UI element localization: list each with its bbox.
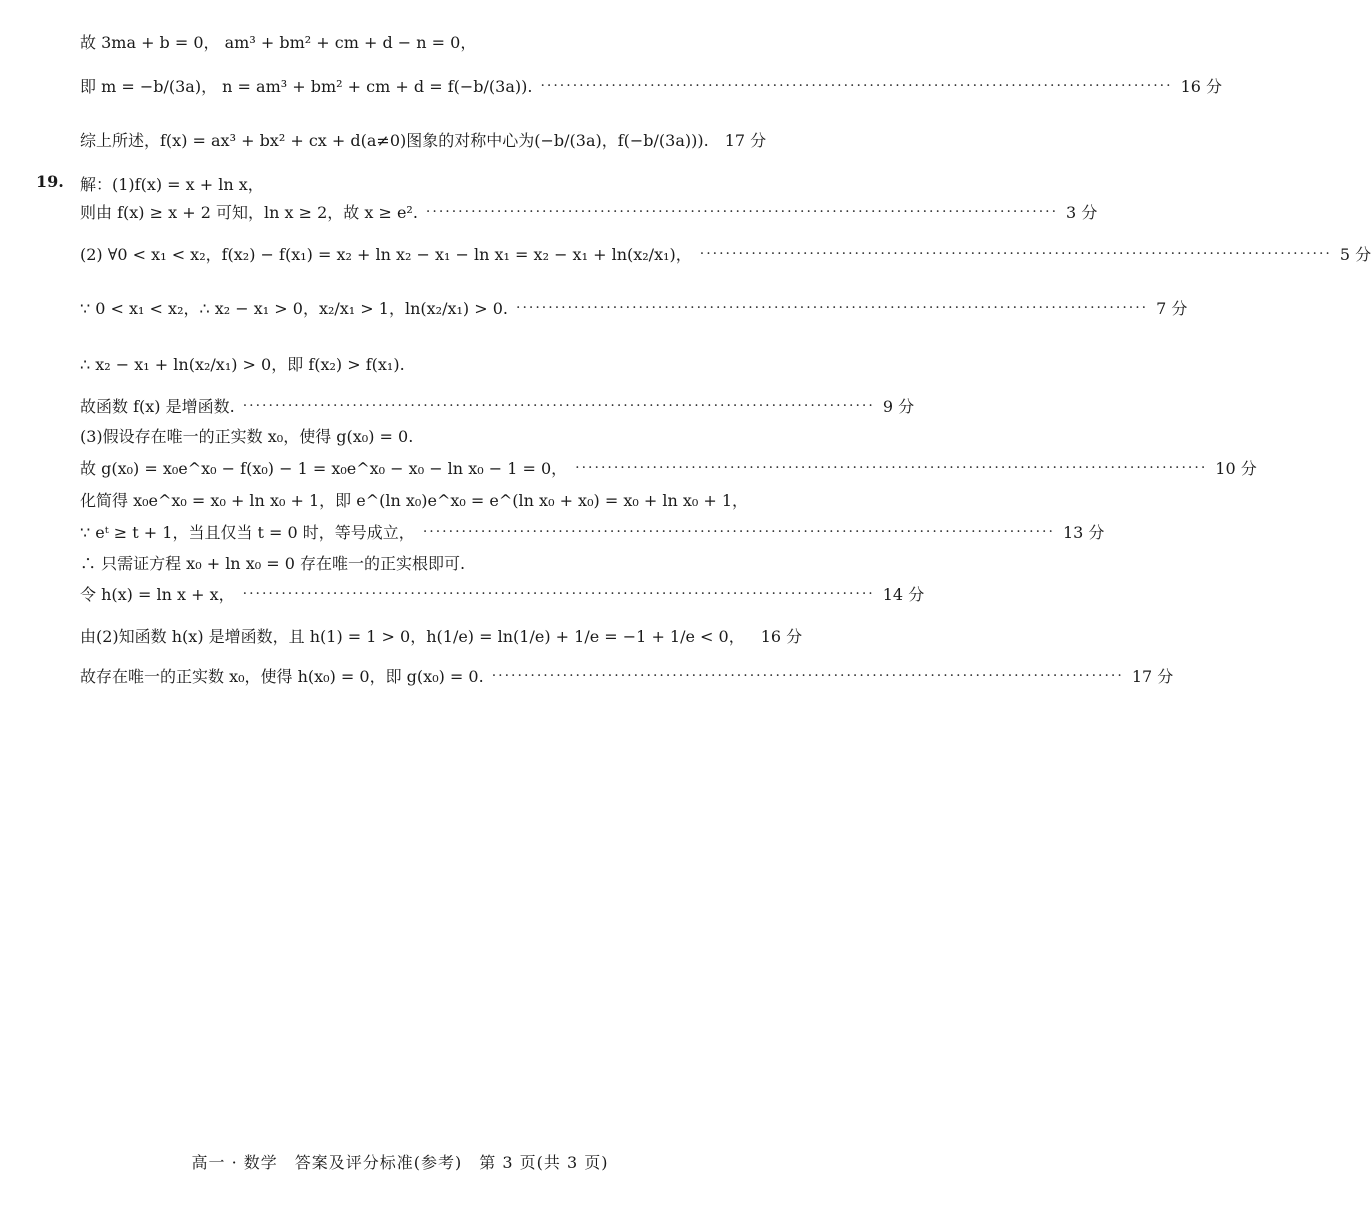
score-label: 3 分 [1066, 203, 1098, 222]
answer-line [80, 30, 764, 53]
line-text: 故 3ma + b = 0， am³ + bm² + cm + d − n = 0， [80, 33, 477, 52]
answer-line [80, 200, 1098, 223]
dot-leader: ·································································································· [242, 585, 875, 602]
score-label: 16 分 [760, 627, 803, 646]
line-text: (2) ∀0 < x₁ < x₂，f(x₂) − f(x₁) = x₂ + ln x₂ − x₁ − ln x₁ = x₂ − x₁ + ln(x₂/x₁)， [80, 245, 692, 264]
score-label: 9 分 [882, 397, 915, 416]
dot-leader: ·································································································· [699, 245, 1332, 262]
line-text: 由(2)知函数 h(x) 是增函数，且 h(1) = 1 > 0，h(1/e) = ln(1/e) + 1/e = −1 + 1/e < 0， [80, 627, 745, 646]
line-text: 则由 f(x) ≥ x + 2 可知，ln x ≥ 2，故 x ≥ e². [80, 203, 418, 222]
answer-line [80, 424, 764, 447]
line-text: ∵ eᵗ ≥ t + 1，当且仅当 t = 0 时，等号成立， [80, 523, 415, 542]
page-footer: 高一 · 数学 答案及评分标准(参考) 第 3 页(共 3 页) [191, 1153, 609, 1172]
answer-line [80, 128, 767, 151]
score-label: 16 分 [1180, 77, 1223, 96]
answer-line [80, 394, 915, 417]
answer-line [80, 172, 764, 195]
line-text: 令 h(x) = ln x + x， [80, 585, 235, 604]
line-text: 解：(1)f(x) = x + ln x， [80, 175, 264, 194]
answer-line [80, 488, 764, 511]
line-text: 即 m = −b/(3a)， n = am³ + bm² + cm + d = f(−b/(3a)). [80, 77, 533, 96]
dot-leader: ·································································································· [540, 77, 1173, 94]
line-text: (3)假设存在唯一的正实数 x₀，使得 g(x₀) = 0. [80, 427, 414, 446]
score-label: 17 分 [1131, 667, 1174, 686]
answer-line [80, 582, 925, 605]
line-text: 化简得 x₀e^x₀ = x₀ + ln x₀ + 1，即 e^(ln x₀)e^x₀ = e^(ln x₀ + x₀) = x₀ + ln x₀ + 1， [80, 491, 749, 510]
question-number: 19. [36, 172, 64, 191]
dot-leader: ·································································································· [422, 523, 1055, 540]
answer-line [80, 352, 764, 375]
answer-line [80, 520, 1105, 543]
score-label: 7 分 [1156, 299, 1188, 318]
score-label: 10 分 [1215, 459, 1257, 478]
line-text: ∴ x₂ − x₁ + ln(x₂/x₁) > 0，即 f(x₂) > f(x₁). [80, 355, 405, 374]
line-text: ∴ 只需证方程 x₀ + ln x₀ = 0 存在唯一的正实根即可. [80, 554, 466, 573]
score-label: 5 分 [1339, 245, 1371, 264]
answer-line [80, 551, 764, 574]
line-text: 故函数 f(x) 是增函数. [80, 397, 235, 416]
answer-line [80, 242, 1371, 265]
dot-leader: ·································································································· [425, 203, 1059, 220]
line-text: 综上所述，f(x) = ax³ + bx² + cx + d(a≠0)图象的对称中心为(−b/(3a)，f(−b/(3a))). [80, 131, 709, 150]
line-text: 故 g(x₀) = x₀e^x₀ − f(x₀) − 1 = x₀e^x₀ − x₀ − ln x₀ − 1 = 0， [80, 459, 568, 478]
line-text: 故存在唯一的正实数 x₀，使得 h(x₀) = 0，即 g(x₀) = 0. [80, 667, 484, 686]
line-text: ∵ 0 < x₁ < x₂，∴ x₂ − x₁ > 0，x₂/x₁ > 1，ln(x₂/x₁) > 0. [80, 299, 508, 318]
answer-line [80, 296, 1188, 319]
score-label: 14 分 [882, 585, 925, 604]
dot-leader: ·································································································· [491, 667, 1124, 684]
answer-line [80, 74, 1223, 97]
dot-leader: ·································································································· [516, 299, 1149, 316]
answer-line [80, 456, 1257, 479]
answer-line [80, 624, 803, 647]
score-label: 17 分 [724, 131, 767, 150]
score-label: 13 分 [1062, 523, 1105, 542]
answer-line [80, 664, 1174, 687]
dot-leader: ·································································································· [242, 397, 875, 414]
dot-leader: ·································································································· [575, 459, 1208, 476]
